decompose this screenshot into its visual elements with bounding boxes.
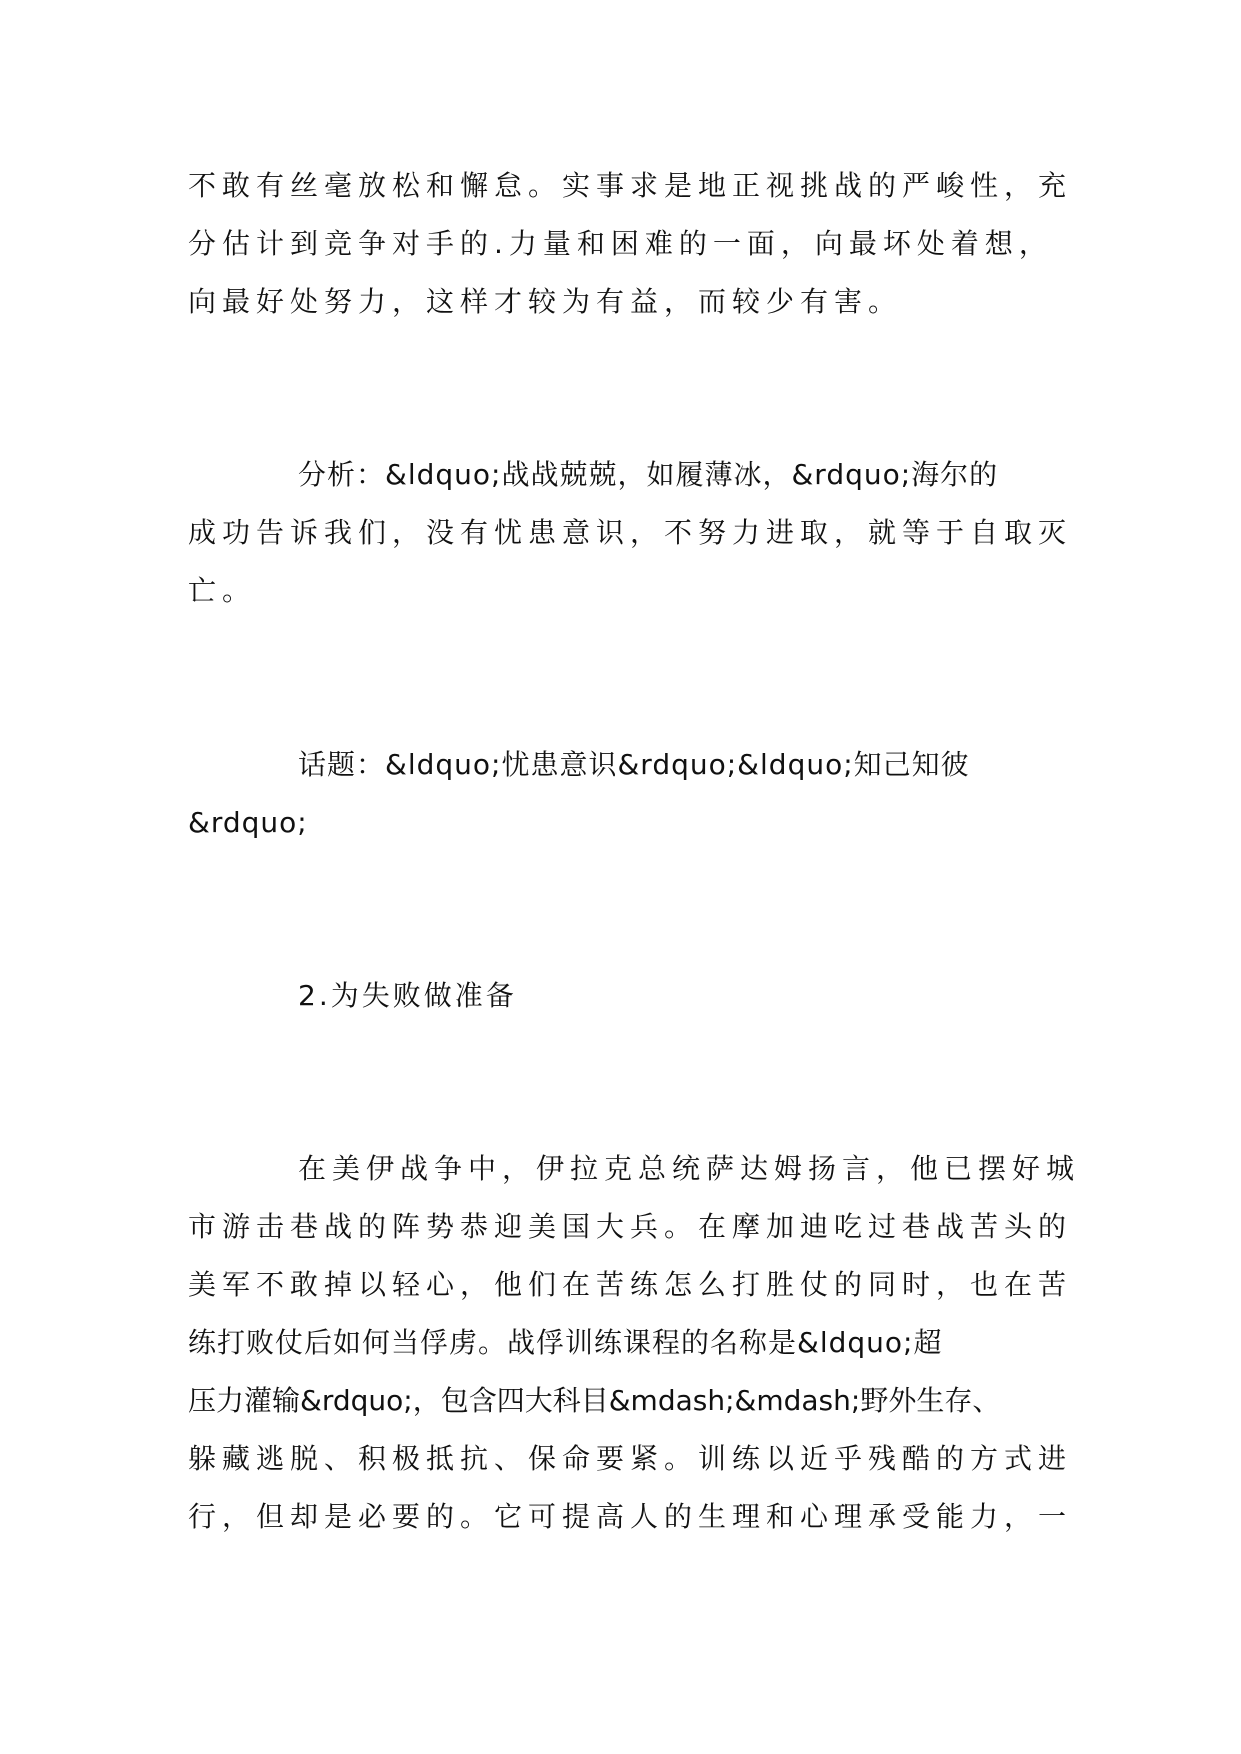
text-line: 不敢有丝毫放松和懈怠。实事求是地正视挑战的严峻性，充 bbox=[188, 169, 1073, 202]
section-heading: 2.为失败做准备 bbox=[298, 979, 517, 1012]
text-line: &rdquo; bbox=[188, 806, 308, 839]
text-line: 向最好处努力，这样才较为有益，而较少有害。 bbox=[188, 285, 903, 318]
text-line: 躲藏逃脱、积极抵抗、保命要紧。训练以近乎残酷的方式进 bbox=[188, 1442, 1073, 1475]
text-line: 分估计到竞争对手的.力量和困难的一面，向最坏处着想， bbox=[188, 227, 1053, 260]
text-line: 压力灌输&rdquo;，包含四大科目&mdash;&mdash;野外生存、 bbox=[188, 1384, 1001, 1417]
text-line: 话题：&ldquo;忧患意识&rdquo;&ldquo;知己知彼 bbox=[298, 748, 970, 781]
text-line: 市游击巷战的阵势恭迎美国大兵。在摩加迪吃过巷战苦头的 bbox=[188, 1210, 1073, 1243]
text-line: 亡。 bbox=[188, 574, 257, 607]
text-line: 美军不敢掉以轻心，他们在苦练怎么打胜仗的同时，也在苦 bbox=[188, 1268, 1073, 1301]
text-line: 在美伊战争中，伊拉克总统萨达姆扬言，他已摆好城 bbox=[298, 1152, 1081, 1185]
text-line: 行，但却是必要的。它可提高人的生理和心理承受能力，一 bbox=[188, 1500, 1073, 1533]
text-line: 成功告诉我们，没有忧患意识，不努力进取，就等于自取灭 bbox=[188, 516, 1073, 549]
text-line: 练打败仗后如何当俘虏。战俘训练课程的名称是&ldquo;超 bbox=[188, 1326, 943, 1359]
text-line: 分析：&ldquo;战战兢兢，如履薄冰，&rdquo;海尔的 bbox=[298, 458, 999, 491]
